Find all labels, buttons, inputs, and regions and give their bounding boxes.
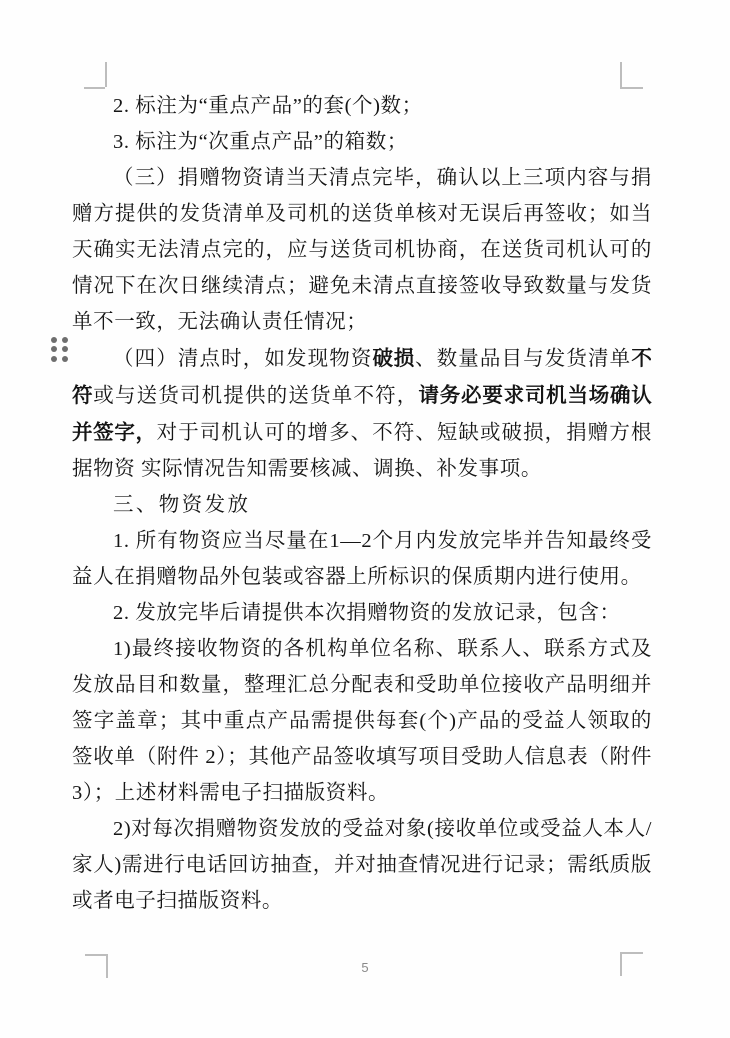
- body-text: 三、物资发放: [113, 494, 251, 516]
- dot: [62, 346, 68, 352]
- emphasis-text: 不符: [72, 346, 653, 407]
- dot: [62, 337, 68, 343]
- body-text: 2. 标注为“重点产品”的套(个)数；: [113, 95, 423, 117]
- body-text: （四）清点时，如发现物资: [113, 348, 373, 370]
- body-text: 1. 所有物资应当尽量在1—2个月内发放完毕并告知最终受益人在捐赠物品外包装或容器上所标识的保质期内进行使用。: [72, 530, 652, 588]
- body-text: 2)对每次捐赠物资发放的受益对象(接收单位或受益人本人/家人)需进行电话回访抽查，并对抽查情况进行记录；需纸质版或者电子扫描版资料。: [72, 818, 652, 912]
- dot: [51, 346, 57, 352]
- dot: [62, 356, 68, 362]
- paragraph-distribution-sub-1: [72, 631, 652, 811]
- paragraph-item-2-key-product-sets: [72, 88, 652, 124]
- dot: [51, 337, 57, 343]
- paragraph-section-three-heading: [72, 487, 652, 523]
- body-text: （三）捐赠物资请当天清点完毕，确认以上三项内容与捐赠方提供的发货清单及司机的送货单核对无误后再签收；如当天确实无法清点完的，应与送货司机协商，在送货司机认可的情况下在次日继续清点；避免未清点直接签收导致数量与发货单不一致，无法确认责任情况；: [72, 167, 652, 333]
- paragraph-item-four-damage-check: [72, 340, 652, 487]
- body-text: 1)最终接收物资的各机构单位名称、联系人、联系方式及发放品目和数量，整理汇总分配表和受助单位接收产品明细并签字盖章；其中重点产品需提供每套(个)产品的受益人领取的签收单（附件 2）；其他产品签收填写项目受助人信息表（附件3）；上述材料需电子扫描版资料。: [72, 638, 652, 804]
- body-text: 、数量品目与发货清单: [415, 348, 632, 370]
- body-text: 2. 发放完毕后请提供本次捐赠物资的发放记录，包含：: [113, 602, 621, 624]
- dot: [51, 356, 57, 362]
- page-number: 5: [361, 960, 369, 975]
- emphasis-text: 请务必要求司机当场确认并签字，: [72, 383, 653, 444]
- body-text: 3. 标注为“次重点产品”的箱数；: [113, 131, 408, 153]
- paragraph-distribution-item-2: [72, 595, 652, 631]
- paragraph-item-three-same-day-count: [72, 160, 652, 340]
- body-text: 或与送货司机提供的送货单不符，: [93, 385, 419, 407]
- document-text-body: [72, 88, 652, 919]
- paragraph-item-3-secondary-product-cases: [72, 124, 652, 160]
- emphasis-text: 破损: [372, 346, 416, 370]
- paragraph-distribution-item-1: [72, 523, 652, 595]
- body-text: 对于司机认可的增多、不符、短缺或破损，捐赠方根据物资 实际情况告知需要核减、调换、补发事项。: [72, 422, 652, 480]
- drag-dots-icon[interactable]: [51, 337, 69, 362]
- paragraph-distribution-sub-2: [72, 811, 652, 919]
